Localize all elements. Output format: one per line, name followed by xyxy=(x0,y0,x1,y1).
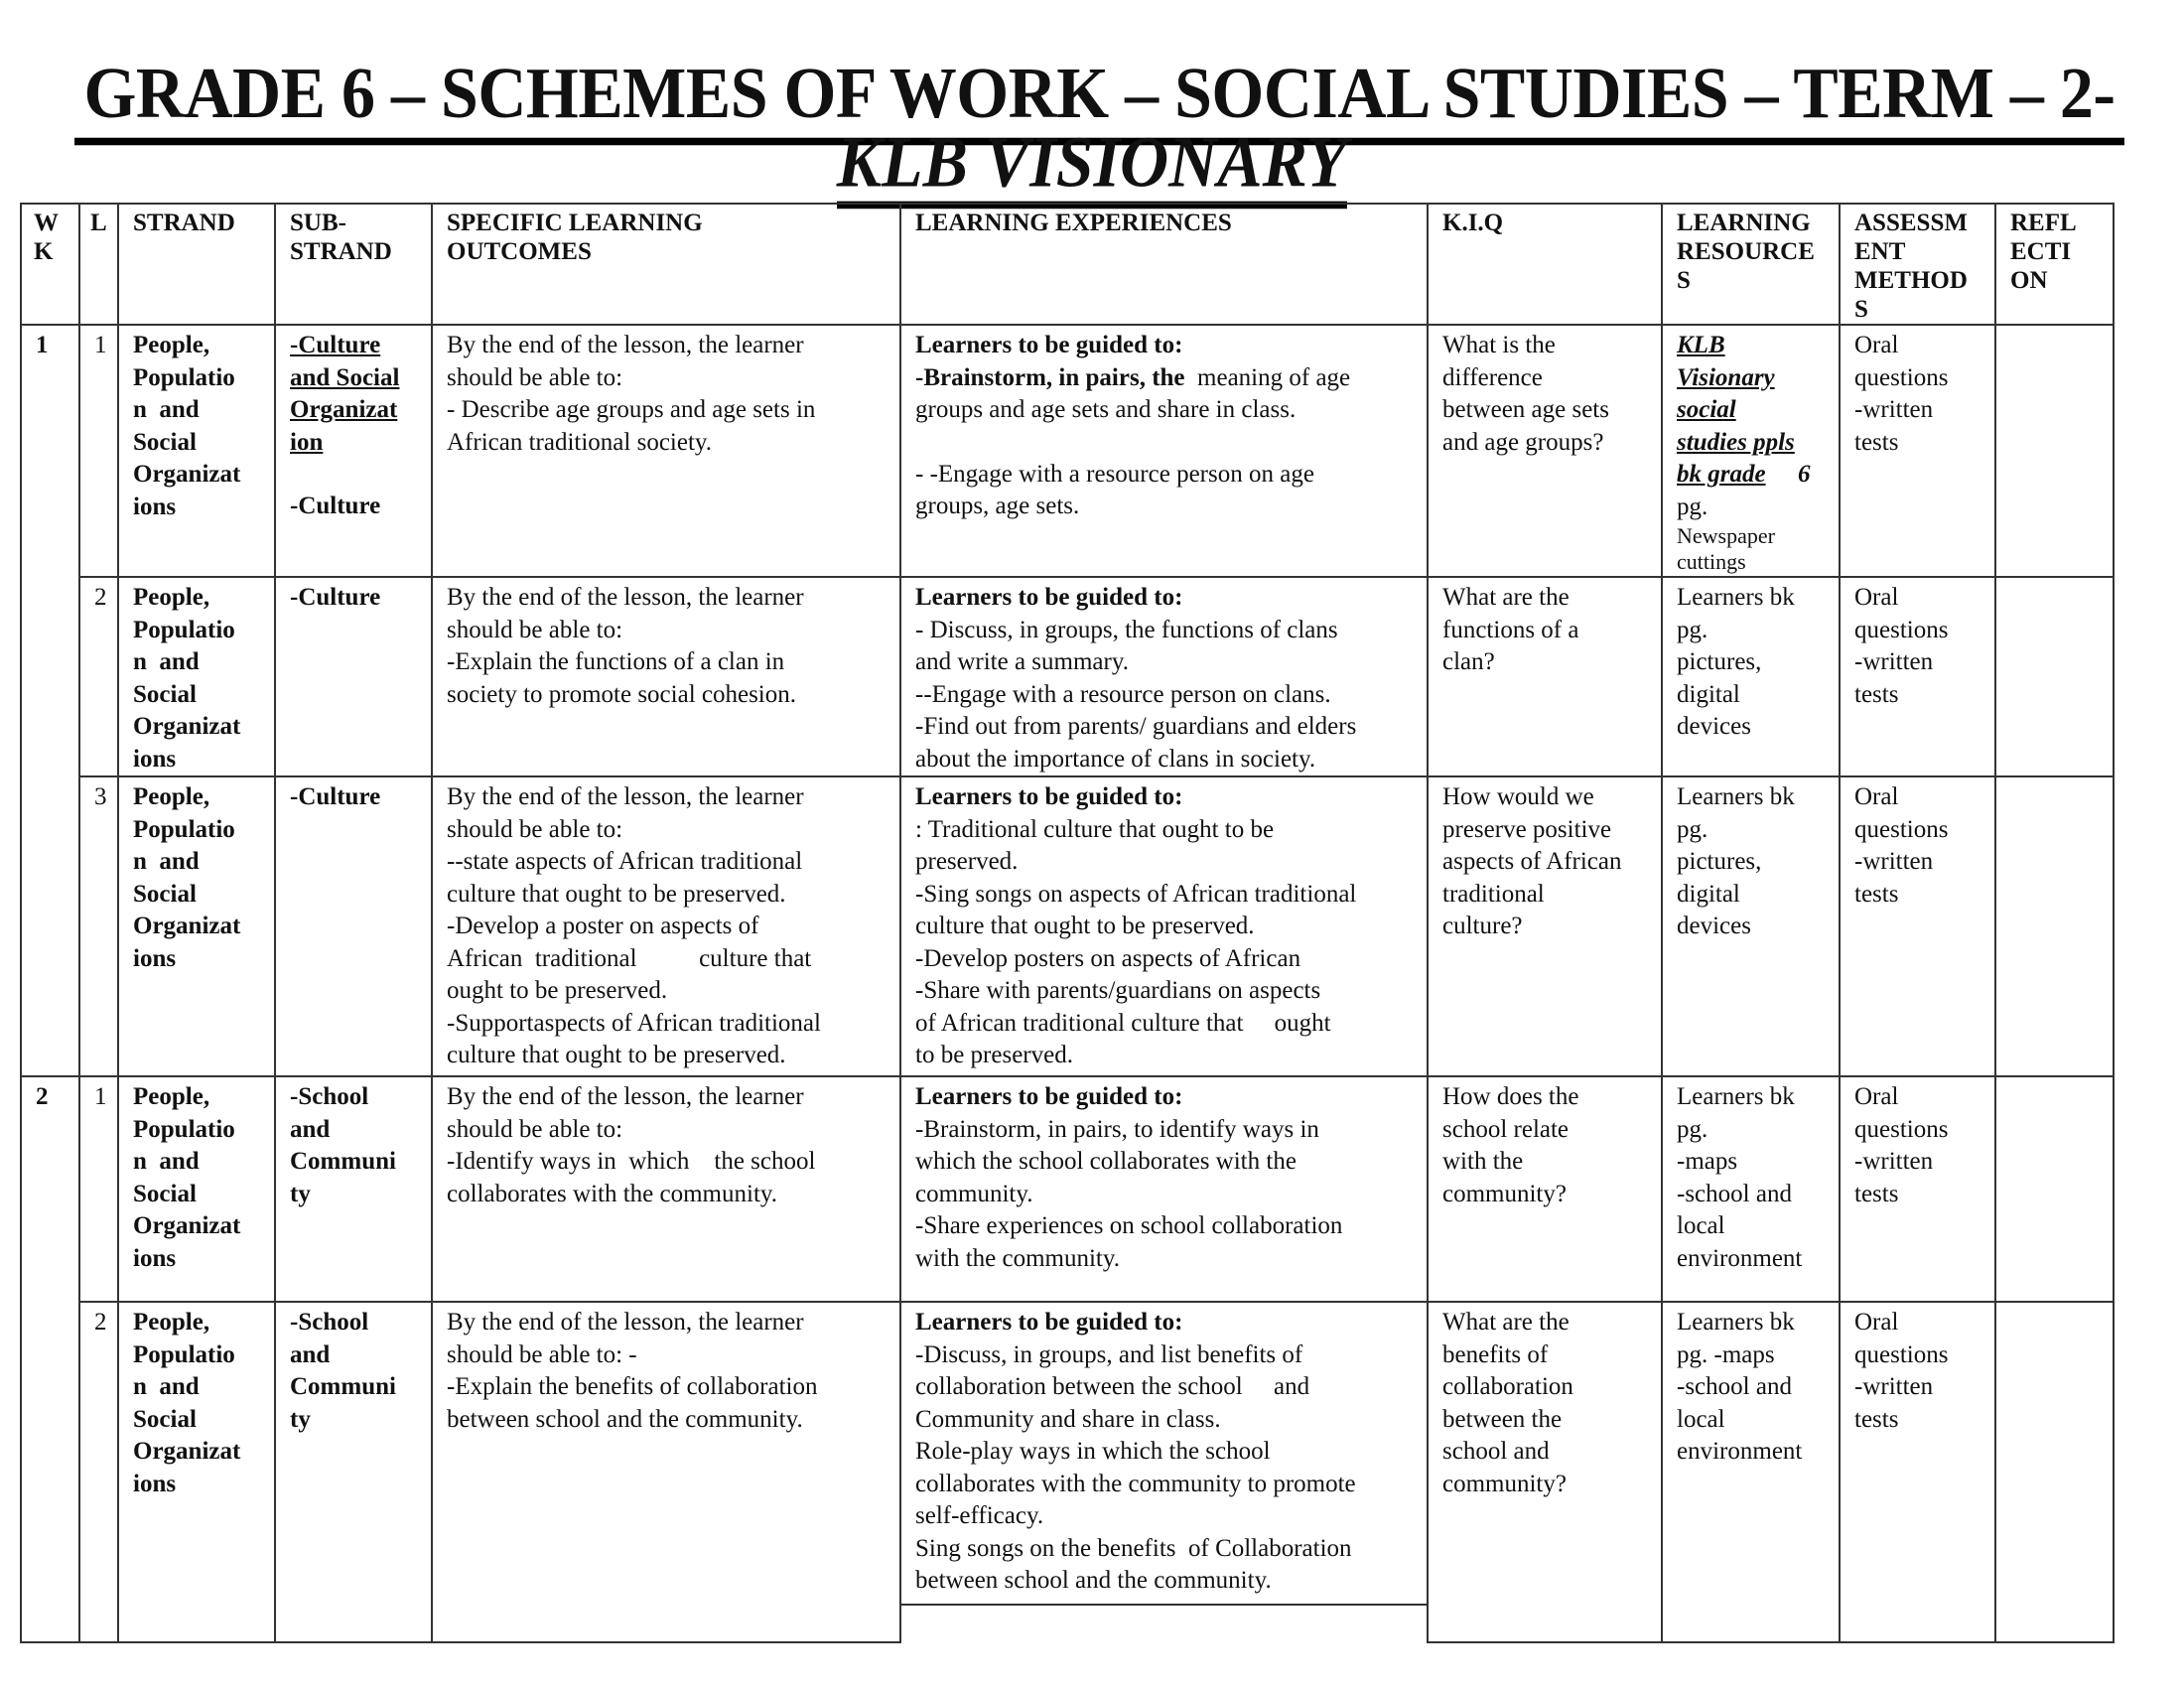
slo-cell: By the end of the lesson, the learner should be able to: -Identify ways in which the school collaborates with the community. xyxy=(432,1076,900,1302)
reflection-cell xyxy=(1995,577,2114,776)
learning-resources-cell: Learners bk pg. -maps -school and local environment xyxy=(1662,1076,1840,1302)
table-row xyxy=(21,1076,2114,1302)
document-subtitle: KLB VISIONARY xyxy=(837,122,1348,209)
le-heading: Learners to be guided to: xyxy=(915,1309,1183,1336)
assessment-cell: Oral questions -written tests xyxy=(1840,1076,1995,1302)
le-heading: Learners to be guided to: xyxy=(915,783,1183,810)
table-row xyxy=(21,1302,2114,1642)
document-subtitle-wrap xyxy=(0,120,2184,206)
strand-cell: People, Populatio n and Social Organizat ions xyxy=(118,577,275,776)
assessment-cell: Oral questions -written tests xyxy=(1840,776,1995,1076)
learning-resources-cell: Learners bk pg. -maps -school and local environment xyxy=(1662,1302,1840,1642)
table-row xyxy=(21,577,2114,776)
header-assessment-methods: ASSESSM ENT METHOD S xyxy=(1840,204,1995,325)
le-heading: Learners to be guided to: xyxy=(915,1083,1183,1110)
reflection-cell xyxy=(1995,325,2114,577)
header-strand: STRAND xyxy=(118,204,275,325)
header-row xyxy=(21,204,2114,325)
kiq-cell: What are the functions of a clan? xyxy=(1428,577,1662,776)
header-learning-experiences: LEARNING EXPERIENCES xyxy=(900,204,1428,325)
resource-grade-number: 6 xyxy=(1798,461,1811,488)
learning-experiences-cell xyxy=(900,776,1428,1076)
le-body: meaning of age groups and age sets and share in class. - -Engage with a resource person on age groups, age sets. xyxy=(915,363,1351,519)
learning-experiences-cell xyxy=(900,1302,1428,1642)
resource-book-title: KLB Visionary social studies ppls bk grade xyxy=(1677,332,1795,488)
lesson-cell: 3 xyxy=(79,776,118,1076)
le-heading: Learners to be guided to: xyxy=(915,332,1183,358)
le-body: -Brainstorm, in pairs, to identify ways in which the school collaborates with the community. -Share experiences on school collaboration with the community. xyxy=(915,1115,1343,1272)
lesson-cell: 2 xyxy=(79,1302,118,1642)
learning-resources-cell: Learners bk pg. pictures, digital devices xyxy=(1662,776,1840,1076)
strand-cell: People, Populatio n and Social Organizat ions xyxy=(118,776,275,1076)
header-specific-learning-outcomes: SPECIFIC LEARNING OUTCOMES xyxy=(432,204,900,325)
document-title: GRADE 6 – SCHEMES OF WORK – SOCIAL STUDIES – TERM – 2- xyxy=(74,48,2124,145)
assessment-cell: Oral questions -written tests xyxy=(1840,325,1995,577)
kiq-cell: What are the benefits of collaboration between the school and community? xyxy=(1428,1302,1662,1642)
learning-experiences-cell xyxy=(900,577,1428,776)
header-reflection: REFL ECTI ON xyxy=(1995,204,2114,325)
assessment-cell: Oral questions -written tests xyxy=(1840,1302,1995,1642)
kiq-cell: What is the difference between age sets and age groups? xyxy=(1428,325,1662,577)
reflection-cell xyxy=(1995,1302,2114,1642)
le-body: : Traditional culture that ought to be preserved. -Sing songs on aspects of African traditional culture that ought to be preserved. -Develop posters on aspects of African -Share with parents/guardians on aspects of African traditional culture that ought to be preserved. xyxy=(915,815,1357,1068)
header-sub-strand: SUB- STRAND xyxy=(275,204,432,325)
slo-cell: By the end of the lesson, the learner should be able to: --state aspects of African traditional culture that ought to be preserved. -Develop a poster on aspects of African traditional culture that ought to be preserved. -Supportaspects of African traditional culture that ought to be preserved. xyxy=(432,776,900,1076)
sub-strand-cell xyxy=(275,325,432,577)
lesson-cell: 1 xyxy=(79,325,118,577)
le-body: - Discuss, in groups, the functions of clans and write a summary. --Engage with a resource person on clans. -Find out from parents/ guardians and elders about the importance of clans in society. xyxy=(915,616,1357,773)
sub-strand-cell: -School and Communi ty xyxy=(275,1302,432,1642)
kiq-cell: How would we preserve positive aspects of African traditional culture? xyxy=(1428,776,1662,1076)
header-kiq: K.I.Q xyxy=(1428,204,1662,325)
learning-resources-cell: Learners bk pg. pictures, digital devices xyxy=(1662,577,1840,776)
header-lesson: L xyxy=(79,204,118,325)
sub-strand-underlined: -Culture and Social Organizat ion xyxy=(290,332,400,456)
sub-strand-cell: -School and Communi ty xyxy=(275,1076,432,1302)
reflection-cell xyxy=(1995,1076,2114,1302)
assessment-cell: Oral questions -written tests xyxy=(1840,577,1995,776)
strand-cell: People, Populatio n and Social Organizat ions xyxy=(118,1302,275,1642)
sub-strand-cell: -Culture xyxy=(275,776,432,1076)
week-cell: 1 xyxy=(21,325,79,1076)
slo-cell: By the end of the lesson, the learner should be able to: - Describe age groups and age sets in African traditional society. xyxy=(432,325,900,577)
reflection-cell xyxy=(1995,776,2114,1076)
resource-pages: pg. xyxy=(1677,492,1708,520)
header-week: W K xyxy=(21,204,79,325)
sub-strand-cell: -Culture xyxy=(275,577,432,776)
learning-experiences-cell xyxy=(900,325,1428,577)
table-row xyxy=(21,776,2114,1076)
week-cell: 2 xyxy=(21,1076,79,1642)
schemes-of-work-table xyxy=(20,203,2115,1643)
lesson-cell: 1 xyxy=(79,1076,118,1302)
lesson-cell: 2 xyxy=(79,577,118,776)
le-heading: Learners to be guided to: xyxy=(915,584,1183,611)
table-row xyxy=(21,325,2114,577)
kiq-cell: How does the school relate with the community? xyxy=(1428,1076,1662,1302)
le-body: -Discuss, in groups, and list benefits of collaboration between the school and Community and share in class. Role-play ways in which the school collaborates with the community to promote self-efficacy. Sing songs on the benefits of Collaboration between school and the community. xyxy=(915,1340,1356,1594)
learning-resources-cell xyxy=(1662,325,1840,577)
strand-cell: People, Populatio n and Social Organizat ions xyxy=(118,1076,275,1302)
strand-cell: People, Populatio n and Social Organizat ions xyxy=(118,325,275,577)
sub-strand-extra: -Culture xyxy=(290,492,381,519)
header-learning-resources: LEARNING RESOURCE S xyxy=(1662,204,1840,325)
slo-cell: By the end of the lesson, the learner should be able to: -Explain the functions of a clan in society to promote social cohesion. xyxy=(432,577,900,776)
slo-cell: By the end of the lesson, the learner should be able to: - -Explain the benefits of collaboration between school and the community. xyxy=(432,1302,900,1642)
learning-experiences-cell xyxy=(900,1076,1428,1302)
le-bold-prefix: -Brainstorm, in pairs, the xyxy=(915,363,1185,391)
resource-extra: Newspaper cuttings xyxy=(1677,523,1775,574)
